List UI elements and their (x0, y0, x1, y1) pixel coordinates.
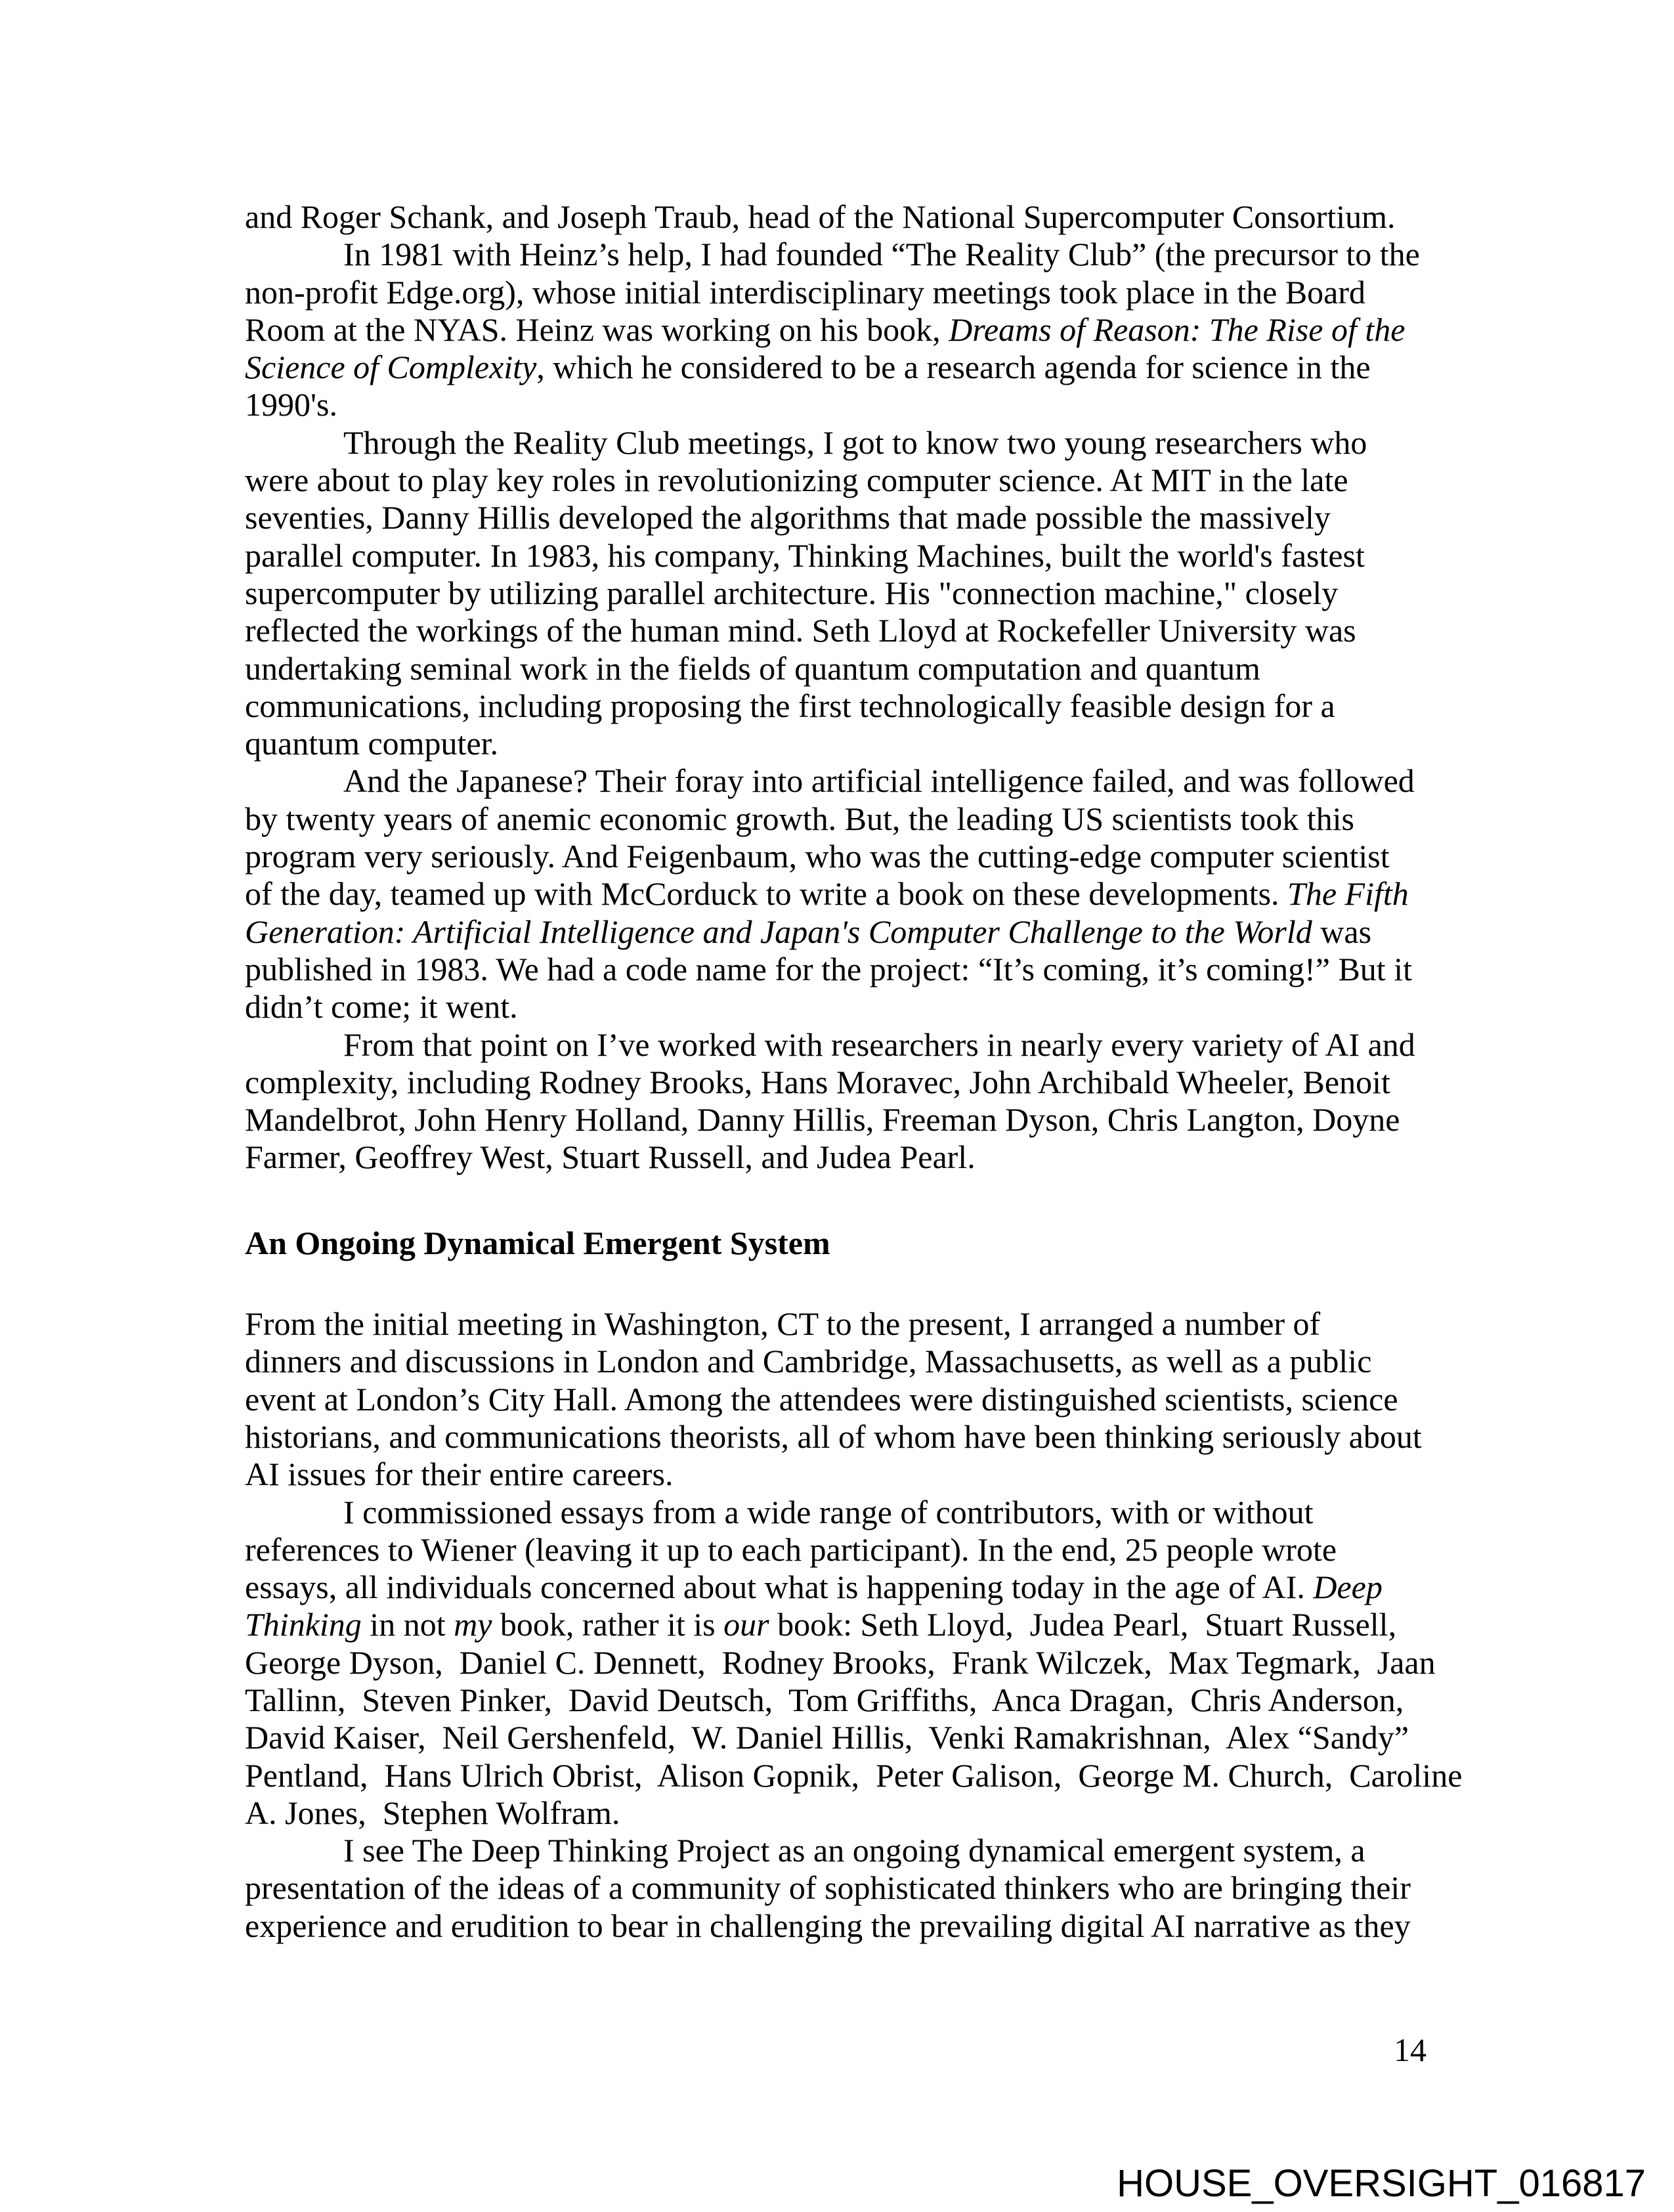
text-line (245, 311, 1492, 349)
italic-text-run: my (454, 1606, 492, 1643)
text-line (245, 1456, 1492, 1493)
text-line (245, 1101, 1492, 1139)
text-run: A. Jones, Stephen Wolfram. (245, 1794, 620, 1831)
italic-text-run: The Fifth (1287, 875, 1409, 913)
text-run: program very seriously. And Feigenbaum, who was the cutting-edge computer scientist (245, 838, 1390, 875)
text-run: dinners and discussions in London and Cambridge, Massachusetts, as well as a public (245, 1343, 1372, 1380)
page-number: 14 (1394, 2031, 1427, 2068)
text-line (245, 1064, 1492, 1101)
text-run: quantum computer. (245, 725, 499, 762)
text-line (245, 236, 1492, 273)
paragraph (245, 762, 1492, 1026)
text-run: 1990's. (245, 386, 337, 423)
italic-text-run: Thinking (245, 1606, 362, 1643)
text-line (245, 1681, 1492, 1719)
text-line (245, 1531, 1492, 1569)
text-line (245, 575, 1492, 612)
text-run: From the initial meeting in Washington, CT to the present, I arranged a number of (245, 1305, 1321, 1343)
text-run: and Roger Schank, and Joseph Traub, head of the National Supercomputer Consortium. (245, 198, 1396, 235)
text-run: reflected the workings of the human mind. Seth Lloyd at Rockefeller University was (245, 612, 1356, 649)
text-run: published in 1983. We had a code name for the project: “It’s coming, it’s coming!” But it (245, 950, 1412, 987)
text-line (245, 537, 1492, 575)
text-run: supercomputer by utilizing parallel architecture. His "connection machine," closely (245, 574, 1339, 611)
text-run: In 1981 with Heinz’s help, I had founded “The Reality Club” (the precursor to the (343, 236, 1420, 273)
text-run: was (1312, 913, 1372, 950)
text-run: references to Wiener (leaving it up to each participant). In the end, 25 people wrote (245, 1530, 1337, 1568)
italic-text-run: Deep (1313, 1569, 1383, 1606)
text-line (245, 1569, 1492, 1606)
text-line (245, 1305, 1492, 1343)
text-line (245, 1644, 1492, 1681)
document-body (245, 198, 1492, 1945)
text-line (245, 913, 1492, 951)
text-line (245, 725, 1492, 762)
text-line (245, 198, 1492, 236)
text-run: David Kaiser, Neil Gershenfeld, W. Daniel Hillis, Venki Ramakrishnan, Alex “Sandy” (245, 1719, 1409, 1756)
bates-stamp: HOUSE_OVERSIGHT_016817 (1117, 2162, 1646, 2205)
text-run: book: Seth Lloyd, Judea Pearl, Stuart Russell, (769, 1606, 1397, 1643)
text-run: seventies, Danny Hillis developed the algorithms that made possible the massively (245, 499, 1331, 536)
italic-text-run: Science of Complexity (245, 349, 537, 386)
text-run: Tallinn, Steven Pinker, David Deutsch, Tom Griffiths, Anca Dragan, Chris Anderson, (245, 1681, 1404, 1718)
text-run: were about to play key roles in revolutionizing computer science. At MIT in the late (245, 462, 1348, 499)
text-run: AI issues for their entire careers. (245, 1456, 674, 1493)
text-run: I see The Deep Thinking Project as an ongoing dynamical emergent system, a (343, 1832, 1365, 1869)
text-line (245, 650, 1492, 687)
text-line (245, 687, 1492, 725)
text-line (245, 462, 1492, 499)
text-line (245, 424, 1492, 462)
text-line (245, 1794, 1492, 1832)
section-heading: An Ongoing Dynamical Emergent System (245, 1224, 830, 1261)
text-run: George Dyson, Daniel C. Dennett, Rodney Brooks, Frank Wilczek, Max Tegmark, Jaan (245, 1643, 1436, 1681)
text-run: complexity, including Rodney Brooks, Hans Moravec, John Archibald Wheeler, Benoit (245, 1063, 1390, 1100)
text-line (245, 612, 1492, 649)
text-run: experience and erudition to bear in challenging the prevailing digital AI narrative as they (245, 1907, 1411, 1944)
italic-text-run: Dreams of Reason: The Rise of the (949, 311, 1406, 348)
text-line (245, 1832, 1492, 1869)
text-run: , which he considered to be a research agenda for science in the (536, 349, 1371, 386)
text-line (245, 349, 1492, 386)
text-run: by twenty years of anemic economic growth. But, the leading US scientists took this (245, 800, 1354, 837)
text-line (245, 1026, 1492, 1064)
paragraph (245, 1026, 1492, 1177)
text-run: Farmer, Geoffrey West, Stuart Russell, and Judea Pearl. (245, 1139, 976, 1176)
text-run: presentation of the ideas of a community of sophisticated thinkers who are bringing their (245, 1869, 1411, 1907)
text-line (245, 1343, 1492, 1380)
text-run: undertaking seminal work in the fields of quantum computation and quantum (245, 649, 1260, 687)
text-run: And the Japanese? Their foray into artificial intelligence failed, and was followed (343, 762, 1415, 800)
text-run: parallel computer. In 1983, his company, Thinking Machines, built the world's fastest (245, 536, 1365, 574)
text-run: in not (361, 1606, 454, 1643)
paragraph (245, 198, 1492, 236)
text-run: book, rather it is (492, 1606, 724, 1643)
text-line (245, 800, 1492, 838)
text-line (245, 838, 1492, 875)
text-run: communications, including proposing the first technologically feasible design for a (245, 687, 1335, 724)
text-line (245, 1757, 1492, 1794)
text-run: didn’t come; it went. (245, 988, 518, 1026)
text-line (245, 1381, 1492, 1418)
text-run: I commissioned essays from a wide range of contributors, with or without (343, 1493, 1314, 1530)
text-run: Mandelbrot, John Henry Holland, Danny Hillis, Freeman Dyson, Chris Langton, Doyne (245, 1101, 1400, 1139)
text-line (245, 499, 1492, 536)
text-line (245, 1494, 1492, 1531)
text-line (245, 1418, 1492, 1456)
paragraph (245, 1305, 1492, 1493)
text-run: event at London’s City Hall. Among the attendees were distinguished scientists, science (245, 1380, 1398, 1418)
paragraph (245, 424, 1492, 763)
text-line (245, 875, 1492, 913)
text-line (245, 1869, 1492, 1907)
text-line (245, 1907, 1492, 1945)
text-line (245, 1719, 1492, 1756)
text-line (245, 762, 1492, 800)
text-line (245, 1139, 1492, 1176)
text-run: of the day, teamed up with McCorduck to write a book on these developments. (245, 875, 1288, 913)
text-run: Pentland, Hans Ulrich Obrist, Alison Gopnik, Peter Galison, George M. Church, Caroline (245, 1756, 1463, 1794)
text-line (245, 386, 1492, 423)
text-run: historians, and communications theorists, all of whom have been thinking seriously about (245, 1418, 1422, 1455)
paragraph (245, 236, 1492, 423)
text-line (245, 1606, 1492, 1643)
text-line (245, 274, 1492, 311)
text-line (245, 951, 1492, 988)
italic-text-run: our (723, 1606, 769, 1643)
text-run: Through the Reality Club meetings, I got to know two young researchers who (343, 423, 1367, 461)
text-run: non-profit Edge.org), whose initial interdisciplinary meetings took place in the Board (245, 273, 1366, 311)
text-line (245, 988, 1492, 1026)
text-run: Room at the NYAS. Heinz was working on his book, (245, 311, 949, 348)
paragraph (245, 1494, 1492, 1832)
text-run: essays, all individuals concerned about what is happening today in the age of AI. (245, 1569, 1314, 1606)
text-run: From that point on I’ve worked with researchers in nearly every variety of AI and (343, 1026, 1415, 1063)
italic-text-run: Generation: Artificial Intelligence and Japan's Computer Challenge to the World (245, 913, 1312, 950)
paragraph (245, 1832, 1492, 1945)
